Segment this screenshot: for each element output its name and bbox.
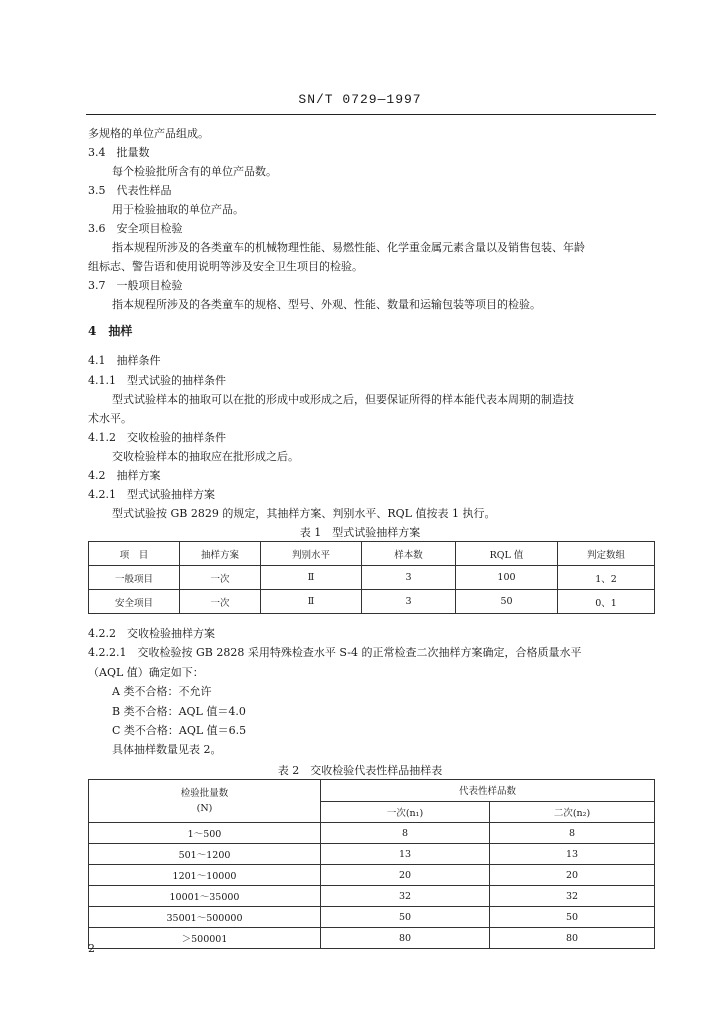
table-header-cell: 二次(n₂) [490,801,655,823]
table-cell: 一般项目 [89,566,180,590]
text-line: 型式试验样本的抽取可以在批的形成中或形成之后，但要保证所得的样本能代表本周期的制造技 [112,393,574,406]
text-line: 交收检验样本的抽取应在批形成之后。 [112,450,299,463]
table-row [89,844,655,865]
table-cell: 32 [321,886,490,907]
text-line: 具体抽样数量见表 2。 [112,743,222,756]
table-header-cell: RQL 值 [456,542,558,566]
table-cell: 10001～35000 [89,886,321,907]
table-cell: 8 [321,823,490,844]
table-cell: 20 [321,865,490,886]
table-cell: 20 [490,865,655,886]
table-cell: 一次 [180,590,261,614]
text-line: 组标志、警告语和使用说明等涉及安全卫生项目的检验。 [88,260,363,273]
text-line: 用于检验抽取的单位产品。 [112,203,244,216]
table-cell: 0、1 [558,590,655,614]
doc-code: SN/T 0729—1997 [298,92,422,107]
table-cell: 1～500 [89,823,321,844]
table2-caption: 表 2 交收检验代表性样品抽样表 [277,764,443,777]
table-header-row [89,542,655,566]
text-line: 型式试验按 GB 2829 的规定，其抽样方案、判别水平、RQL 值按表 1 执行。 [112,507,496,520]
table-cell: 80 [490,928,655,949]
heading-4-2: 4.2 抽样方案 [88,469,161,482]
table-cell: 1、2 [558,566,655,590]
header-rule [86,114,656,115]
table-cell: 一次 [180,566,261,590]
table-cell: 3 [362,566,456,590]
table-row [89,907,655,928]
table-cell: ＞500001 [89,928,321,949]
table-cell: 13 [490,844,655,865]
heading-3-7: 3.7 一般项目检验 [88,279,183,292]
table-cell: Ⅱ [261,566,362,590]
table-row [89,590,655,614]
table-header-cell [89,780,321,823]
table-cell: 13 [321,844,490,865]
heading-4-1-1: 4.1.1 型式试验的抽样条件 [88,374,226,387]
table1-caption: 表 1 型式试验抽样方案 [299,526,421,539]
text-line: 指本规程所涉及的各类童车的机械物理性能、易燃性能、化学重金属元素含量以及销售包装、年龄 [112,241,585,254]
text-line: 术水平。 [88,412,132,425]
table-cell: 50 [456,590,558,614]
heading-4-2-2: 4.2.2 交收检验抽样方案 [88,627,215,640]
table-row [89,886,655,907]
table-cell: 3 [362,590,456,614]
heading-4-1-2: 4.1.2 交收检验的抽样条件 [88,431,226,444]
heading-4-2-1: 4.2.1 型式试验抽样方案 [88,488,215,501]
text-line: C 类不合格：AQL 值＝6.5 [112,724,247,737]
heading-4-1: 4.1 抽样条件 [88,354,161,367]
lot-size-header: 检验批量数 [180,788,229,799]
table-sampling-plan [88,541,655,614]
heading-3-4: 3.4 批量数 [88,146,150,159]
text-line: 每个检验批所含有的单位产品数。 [112,165,277,178]
table-cell: 100 [456,566,558,590]
text-line: 指本规程所涉及的各类童车的规格、型号、外观、性能、数量和运输包装等项目的检验。 [112,298,541,311]
text-line: 4.2.2.1 交收检验按 GB 2828 采用特殊检查水平 S-4 的正常检查二次抽样方案确定，合格质量水平 [88,646,582,659]
table-cell: 8 [490,823,655,844]
table-cell: 50 [321,907,490,928]
table-row [89,865,655,886]
table-cell: 安全项目 [89,590,180,614]
heading-3-5: 3.5 代表性样品 [88,184,172,197]
table-cell: Ⅱ [261,590,362,614]
table-header-cell: 判定数组 [558,542,655,566]
table-header-cell: 项 目 [89,542,180,566]
table-cell: 35001～500000 [89,907,321,928]
table-header-cell: 判别水平 [261,542,362,566]
section-4-heading: 4 抽样 [88,324,133,338]
text-line: B 类不合格：AQL 值＝4.0 [112,705,246,718]
table-cell: 80 [321,928,490,949]
table-cell: 32 [490,886,655,907]
table-header-cell: 一次(n₁) [321,801,490,823]
table-row [89,928,655,949]
table-representative-samples [88,779,655,949]
table-header-cell: 抽样方案 [180,542,261,566]
table-header-cell: 样本数 [362,542,456,566]
heading-3-6: 3.6 安全项目检验 [88,222,183,235]
table-cell: 501～1200 [89,844,321,865]
text-line: （AQL 值）确定如下： [88,666,204,679]
table-row [89,566,655,590]
table-header-row [89,780,655,802]
page-number: 2 [88,942,95,955]
text-line: 多规格的单位产品组成。 [88,127,209,140]
table-header-cell: 代表性样品数 [321,780,655,802]
table-cell: 50 [490,907,655,928]
lot-size-symbol: (N) [196,803,213,814]
table-row [89,823,655,844]
table-cell: 1201～10000 [89,865,321,886]
text-line: A 类不合格：不允许 [112,685,212,698]
